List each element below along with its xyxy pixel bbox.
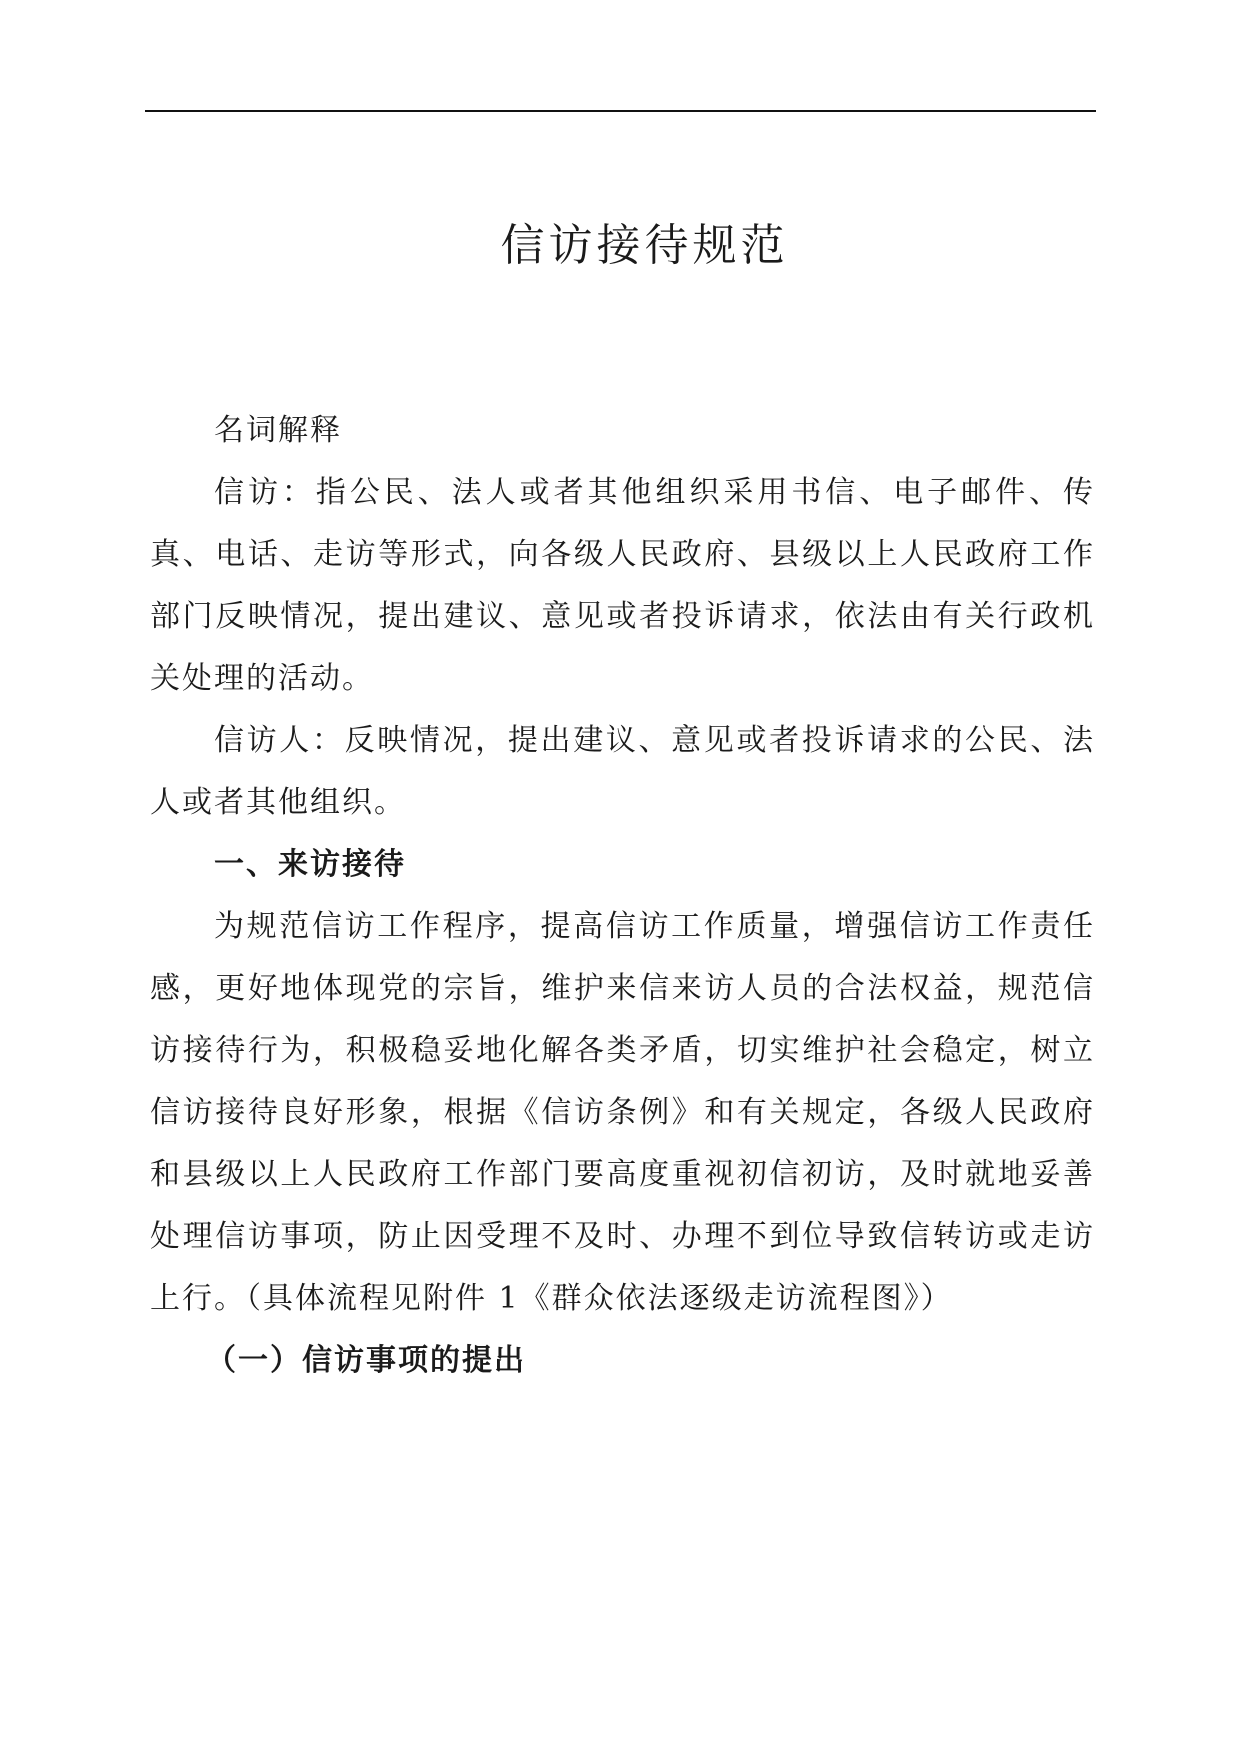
subsection-heading-submission: （一）信访事项的提出 [206, 1343, 526, 1378]
terms-heading: 名词解释 [214, 413, 342, 448]
section-heading-reception: 一、来访接待 [214, 847, 406, 882]
section-paragraph-reception: 为规范信访工作程序，提高信访工作质量，增强信访工作责任感，更好地体现党的宗旨，维护来信来访人员的合法权益，规范信访接待行为，积极稳妥地化解各类矛盾，切实维护社会稳定，树立信访接待良好形象，根据《信访条例》和有关规定，各级人民政府和县级以上人民政府工作部门要高度重视初信初访，及时就地妥善处理信访事项，防止因受理不及时、办理不到位导致信转访或走访上行。（具体流程见附件 1《群众依法逐级走访流程图》） [150, 909, 1095, 1316]
document-title: 信访接待规范 [500, 220, 789, 271]
definition-petition: 信访：指公民、法人或者其他组织采用书信、电子邮件、传真、电话、走访等形式，向各级人民政府、县级以上人民政府工作部门反映情况，提出建议、意见或者投诉请求，依法由有关行政机关处理的活动。 [150, 475, 1095, 696]
header-rule [145, 110, 1096, 112]
document-body [150, 400, 1095, 1392]
definition-petitioner: 信访人：反映情况，提出建议、意见或者投诉请求的公民、法人或者其他组织。 [150, 723, 1095, 820]
